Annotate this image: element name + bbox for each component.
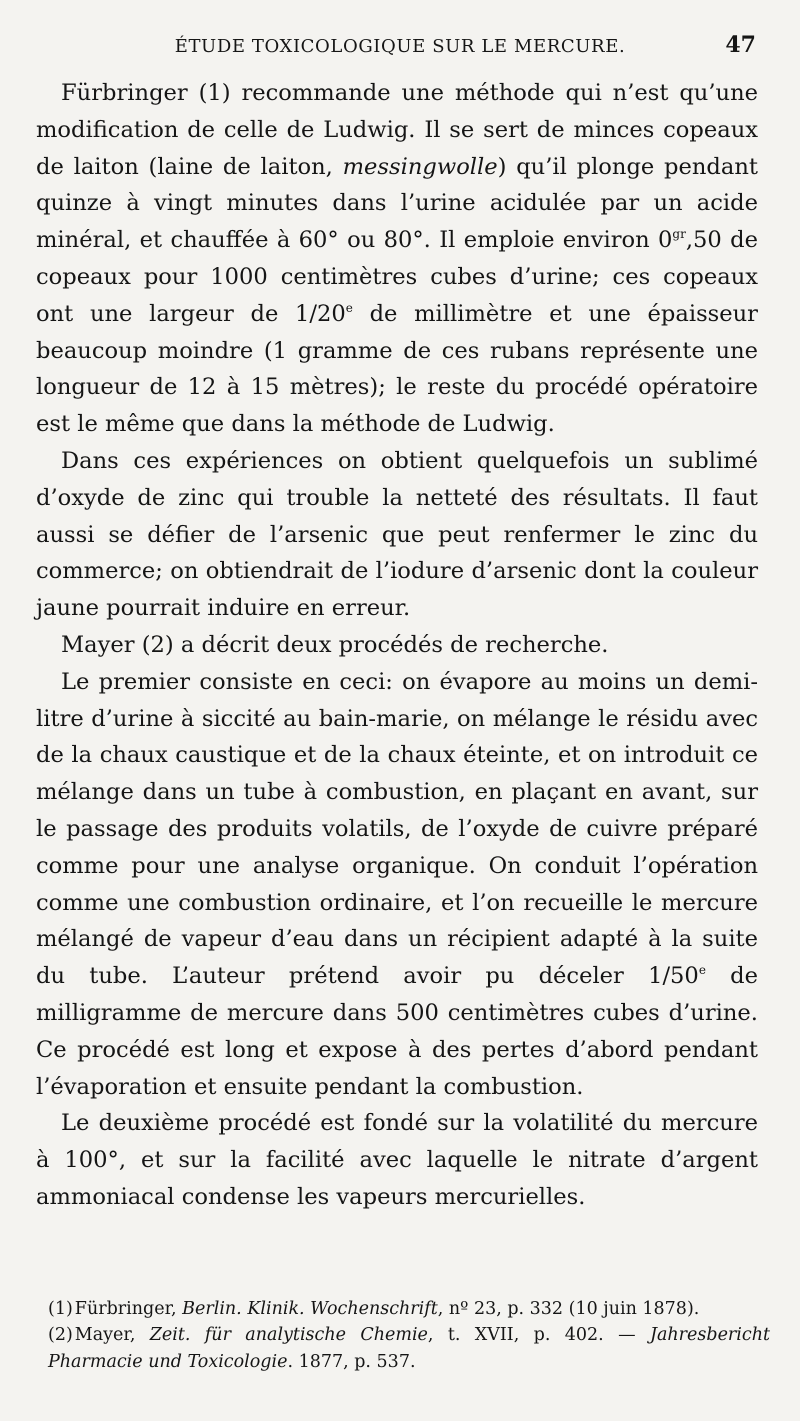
footnote-1-reference: , nº 23, p. 332 (10 juin 1878). bbox=[437, 1299, 700, 1319]
running-title: ÉTUDE TOXICOLOGIQUE SUR LE MERCURE. bbox=[174, 36, 626, 57]
paragraph-furbringer bbox=[36, 75, 758, 443]
page-number: 47 bbox=[725, 32, 756, 58]
superscript-e-2: e bbox=[698, 963, 706, 978]
paragraph-first-procedure-text-1: Le premier consiste en ceci: on évapore au moins un demi-litre d’urine à siccité au bain-marie, on mélange le résidu avec de la chaux caustique et de la chaux éteinte, et on introduit ce mélange dans un tube à combustion, en plaçant en avant, sur le passage des produits volatils, de l’oxyde de cuivre préparé comme pour une analyse organique. On conduit l’opération comme une combustion ordinaire, et l’on recueille le mercure mélangé de vapeur d’eau dans un récipient adapté à la suite du tube. L’auteur prétend avoir pu déceler 1/50 bbox=[36, 668, 758, 990]
paragraph-furbringer-text-4: de millimètre et une épaisseur beaucoup moindre (1 gramme de ces rubans représente une longueur de 12 à 15 mètres); le reste du procédé opératoire est le même que dans la méthode de Ludwig. bbox=[36, 300, 758, 438]
paragraph-first-procedure-text-2: de milligramme de mercure dans 500 centimètres cubes d’urine. Ce procédé est long et expose à des pertes d’abord pendant l’évaporation et ensuite pendant la combustion. bbox=[36, 963, 758, 1100]
footnotes bbox=[48, 1296, 770, 1375]
footnote-2-marker: (2) bbox=[48, 1325, 73, 1346]
paragraph-mayer-intro: Mayer (2) a décrit deux procédés de recherche. bbox=[61, 631, 609, 658]
superscript-gr: gr bbox=[672, 227, 686, 242]
footnote-2-source: Zeit. für analytische Chemie bbox=[149, 1325, 428, 1346]
paragraph-furbringer-italic: messingwolle bbox=[342, 153, 498, 180]
footnote-2-volume: , t. XVII, p. 402. — bbox=[427, 1325, 650, 1346]
body-text bbox=[36, 75, 758, 1216]
footnote-2-author: Mayer, bbox=[74, 1325, 150, 1346]
footnote-2-source-2: Jahresbericht Pharmacie und Toxicologie bbox=[48, 1325, 771, 1372]
footnote-1 bbox=[48, 1296, 770, 1322]
paragraph-furbringer-text-2: ) qu’il plonge pendant quinze à vingt minutes dans l’urine acidulée par un acide minéral, et chauffée à 60° ou 80°. Il emploie environ 0 bbox=[36, 153, 758, 254]
footnote-2 bbox=[48, 1322, 770, 1375]
footnote-2-reference: . 1877, p. 537. bbox=[287, 1351, 416, 1372]
footnote-1-marker: (1) bbox=[48, 1299, 73, 1319]
superscript-e: e bbox=[345, 300, 353, 315]
footnote-1-source: Berlin. Klinik. Wochenschrift bbox=[182, 1299, 438, 1319]
footnote-1-author: Fürbringer, bbox=[74, 1299, 183, 1319]
paragraph-zinc-arsenic: Dans ces expériences on obtient quelquefois un sublimé d’oxyde de zinc qui trouble la netteté des résultats. Il faut aussi se défier de l’arsenic que peut renfermer le zinc du commerce; on obtiendrait de l’iodure d’arsenic dont la couleur jaune pourrait induire en erreur. bbox=[36, 447, 758, 622]
page-header bbox=[36, 30, 764, 66]
paragraph-furbringer-text-1: Fürbringer (1) recommande une méthode qui n’est qu’une modification de celle de Ludwig. Il se sert de minces copeaux de laiton (laine de laiton, bbox=[36, 80, 758, 180]
paragraph-first-procedure bbox=[36, 664, 758, 1106]
paragraph-second-procedure: Le deuxième procédé est fondé sur la volatilité du mercure à 100°, et sur la facilité avec laquelle le nitrate d’argent ammoniacal condense les vapeurs mercurielles. bbox=[36, 1110, 758, 1210]
paragraph-furbringer-text-3: ,50 de copeaux pour 1000 centimètres cubes d’urine; ces copeaux ont une largeur de 1/20 bbox=[36, 227, 758, 327]
